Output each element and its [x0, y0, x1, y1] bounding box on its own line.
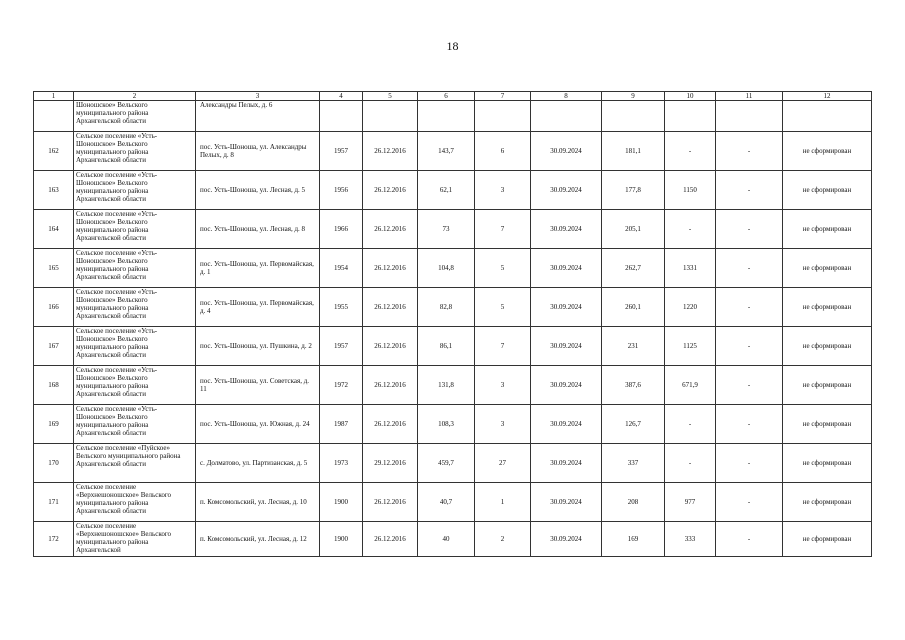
- col10-cell: 1220: [665, 288, 716, 327]
- col9-cell: 208: [602, 483, 665, 522]
- year-cell: 1973: [320, 444, 363, 483]
- col10-cell: 977: [665, 483, 716, 522]
- area-cell: 459,7: [418, 444, 475, 483]
- year-cell: [320, 101, 363, 132]
- col11-cell: -: [716, 249, 783, 288]
- address-cell: п. Комсомольский, ул. Лесная, д. 12: [196, 522, 320, 557]
- year-cell: 1957: [320, 132, 363, 171]
- table-row: [34, 249, 872, 288]
- address-cell: пос. Усть-Шоноша, ул. Первомайская, д. 4: [196, 288, 320, 327]
- row-number-cell: 171: [34, 483, 74, 522]
- row-number-cell: 163: [34, 171, 74, 210]
- column-header-2: 2: [74, 92, 196, 101]
- deadline-cell: 30.09.2024: [531, 210, 602, 249]
- year-cell: 1954: [320, 249, 363, 288]
- col9-cell: 337: [602, 444, 665, 483]
- residents-cell: 5: [475, 288, 531, 327]
- col9-cell: 177,8: [602, 171, 665, 210]
- col9-cell: 126,7: [602, 405, 665, 444]
- table-header: [34, 92, 872, 101]
- col11-cell: -: [716, 288, 783, 327]
- date-cell: 26.12.2016: [363, 288, 418, 327]
- residents-cell: 3: [475, 366, 531, 405]
- table-body: [34, 101, 872, 557]
- status-cell: не сформирован: [783, 249, 872, 288]
- area-cell: 104,8: [418, 249, 475, 288]
- area-cell: 108,3: [418, 405, 475, 444]
- deadline-cell: 30.09.2024: [531, 444, 602, 483]
- area-cell: 73: [418, 210, 475, 249]
- address-cell: пос. Усть-Шоноша, ул. Южная, д. 24: [196, 405, 320, 444]
- column-header-3: 3: [196, 92, 320, 101]
- table-row: [34, 444, 872, 483]
- status-cell: не сформирован: [783, 522, 872, 557]
- area-cell: 40,7: [418, 483, 475, 522]
- status-cell: не сформирован: [783, 483, 872, 522]
- table-row: [34, 483, 872, 522]
- col9-cell: 262,7: [602, 249, 665, 288]
- date-cell: 26.12.2016: [363, 132, 418, 171]
- col10-cell: -: [665, 132, 716, 171]
- settlement-cell: Сельское поселение «Усть-Шоношское» Вельского муниципального района Архангельской области: [74, 249, 196, 288]
- row-number-cell: 168: [34, 366, 74, 405]
- address-cell: пос. Усть-Шоноша, ул. Лесная, д. 8: [196, 210, 320, 249]
- status-cell: [783, 101, 872, 132]
- area-cell: 131,8: [418, 366, 475, 405]
- area-cell: 62,1: [418, 171, 475, 210]
- col10-cell: 1125: [665, 327, 716, 366]
- table-row: [34, 327, 872, 366]
- residents-cell: [475, 101, 531, 132]
- deadline-cell: [531, 101, 602, 132]
- column-header-11: 11: [716, 92, 783, 101]
- deadline-cell: 30.09.2024: [531, 483, 602, 522]
- row-number-cell: 162: [34, 132, 74, 171]
- year-cell: 1966: [320, 210, 363, 249]
- deadline-cell: 30.09.2024: [531, 249, 602, 288]
- column-header-7: 7: [475, 92, 531, 101]
- col10-cell: 333: [665, 522, 716, 557]
- row-number-cell: 167: [34, 327, 74, 366]
- settlement-cell: Сельское поселение «Усть-Шоношское» Вельского муниципального района Архангельской области: [74, 366, 196, 405]
- date-cell: 26.12.2016: [363, 327, 418, 366]
- area-cell: 143,7: [418, 132, 475, 171]
- row-number-cell: 165: [34, 249, 74, 288]
- table-row: [34, 366, 872, 405]
- year-cell: 1900: [320, 483, 363, 522]
- status-cell: не сформирован: [783, 171, 872, 210]
- deadline-cell: 30.09.2024: [531, 132, 602, 171]
- date-cell: 26.12.2016: [363, 522, 418, 557]
- column-header-10: 10: [665, 92, 716, 101]
- address-cell: пос. Усть-Шоноша, ул. Лесная, д. 5: [196, 171, 320, 210]
- table-row: [34, 210, 872, 249]
- year-cell: 1956: [320, 171, 363, 210]
- area-cell: 82,8: [418, 288, 475, 327]
- date-cell: [363, 101, 418, 132]
- settlement-cell: Сельское поселение «Верхнешоношское» Вельского муниципального района Архангельской: [74, 522, 196, 557]
- residents-cell: 7: [475, 210, 531, 249]
- deadline-cell: 30.09.2024: [531, 405, 602, 444]
- residents-cell: 6: [475, 132, 531, 171]
- year-cell: 1900: [320, 522, 363, 557]
- header-row: [34, 92, 872, 101]
- table-row: [34, 522, 872, 557]
- row-number-cell: [34, 101, 74, 132]
- table-row: [34, 132, 872, 171]
- settlement-cell: Сельское поселение «Пуйское» Вельского муниципального района Архангельской области: [74, 444, 196, 483]
- date-cell: 26.12.2016: [363, 366, 418, 405]
- col10-cell: -: [665, 444, 716, 483]
- status-cell: не сформирован: [783, 444, 872, 483]
- year-cell: 1972: [320, 366, 363, 405]
- col10-cell: -: [665, 210, 716, 249]
- col11-cell: [716, 101, 783, 132]
- col11-cell: -: [716, 171, 783, 210]
- address-cell: п. Комсомольский, ул. Лесная, д. 10: [196, 483, 320, 522]
- settlement-cell: Сельское поселение «Усть-Шоношское» Вельского муниципального района Архангельской области: [74, 210, 196, 249]
- col9-cell: 260,1: [602, 288, 665, 327]
- area-cell: 86,1: [418, 327, 475, 366]
- col11-cell: -: [716, 522, 783, 557]
- residents-cell: 2: [475, 522, 531, 557]
- residents-cell: 7: [475, 327, 531, 366]
- table-row: [34, 171, 872, 210]
- settlement-cell: Сельское поселение «Верхнешоношское» Вельского муниципального района Архангельской области: [74, 483, 196, 522]
- status-cell: не сформирован: [783, 366, 872, 405]
- status-cell: не сформирован: [783, 132, 872, 171]
- area-cell: 40: [418, 522, 475, 557]
- column-header-9: 9: [602, 92, 665, 101]
- col10-cell: 1331: [665, 249, 716, 288]
- settlement-cell: Шоношское» Вельского муниципального района Архангельской области: [74, 101, 196, 132]
- residents-cell: 3: [475, 171, 531, 210]
- row-number-cell: 164: [34, 210, 74, 249]
- col11-cell: -: [716, 366, 783, 405]
- col9-cell: 181,1: [602, 132, 665, 171]
- col11-cell: -: [716, 132, 783, 171]
- col11-cell: -: [716, 327, 783, 366]
- column-header-1: 1: [34, 92, 74, 101]
- date-cell: 26.12.2016: [363, 405, 418, 444]
- col9-cell: [602, 101, 665, 132]
- col11-cell: -: [716, 483, 783, 522]
- settlement-cell: Сельское поселение «Усть-Шоношское» Вельского муниципального района Архангельской области: [74, 405, 196, 444]
- date-cell: 26.12.2016: [363, 171, 418, 210]
- settlement-cell: Сельское поселение «Усть-Шоношское» Вельского муниципального района Архангельской области: [74, 171, 196, 210]
- address-cell: с. Долматово, ул. Партизанская, д. 5: [196, 444, 320, 483]
- residents-cell: 1: [475, 483, 531, 522]
- col9-cell: 231: [602, 327, 665, 366]
- col10-cell: 1150: [665, 171, 716, 210]
- settlement-cell: Сельское поселение «Усть-Шоношское» Вельского муниципального района Архангельской области: [74, 327, 196, 366]
- residents-cell: 3: [475, 405, 531, 444]
- status-cell: не сформирован: [783, 288, 872, 327]
- col10-cell: [665, 101, 716, 132]
- settlement-cell: Сельское поселение «Усть-Шоношское» Вельского муниципального района Архангельской области: [74, 132, 196, 171]
- year-cell: 1955: [320, 288, 363, 327]
- column-header-6: 6: [418, 92, 475, 101]
- year-cell: 1987: [320, 405, 363, 444]
- status-cell: не сформирован: [783, 327, 872, 366]
- row-number-cell: 170: [34, 444, 74, 483]
- address-cell: Александры Пелых, д. 6: [196, 101, 320, 132]
- deadline-cell: 30.09.2024: [531, 522, 602, 557]
- column-header-5: 5: [363, 92, 418, 101]
- settlement-cell: Сельское поселение «Усть-Шоношское» Вельского муниципального района Архангельской области: [74, 288, 196, 327]
- area-cell: [418, 101, 475, 132]
- date-cell: 29.12.2016: [363, 444, 418, 483]
- status-cell: не сформирован: [783, 210, 872, 249]
- deadline-cell: 30.09.2024: [531, 288, 602, 327]
- date-cell: 26.12.2016: [363, 210, 418, 249]
- column-header-8: 8: [531, 92, 602, 101]
- address-cell: пос. Усть-Шоноша, ул. Советская, д. 11: [196, 366, 320, 405]
- table-row: [34, 405, 872, 444]
- col9-cell: 387,6: [602, 366, 665, 405]
- col10-cell: 671,9: [665, 366, 716, 405]
- continuation-row: [34, 101, 872, 132]
- col9-cell: 169: [602, 522, 665, 557]
- date-cell: 26.12.2016: [363, 249, 418, 288]
- year-cell: 1957: [320, 327, 363, 366]
- date-cell: 26.12.2016: [363, 483, 418, 522]
- col10-cell: -: [665, 405, 716, 444]
- row-number-cell: 172: [34, 522, 74, 557]
- column-header-12: 12: [783, 92, 872, 101]
- column-header-4: 4: [320, 92, 363, 101]
- col9-cell: 205,1: [602, 210, 665, 249]
- residents-cell: 27: [475, 444, 531, 483]
- col11-cell: -: [716, 444, 783, 483]
- row-number-cell: 166: [34, 288, 74, 327]
- address-cell: пос. Усть-Шоноша, ул. Первомайская, д. 1: [196, 249, 320, 288]
- col11-cell: -: [716, 405, 783, 444]
- deadline-cell: 30.09.2024: [531, 327, 602, 366]
- address-cell: пос. Усть-Шоноша, ул. Пушкина, д. 2: [196, 327, 320, 366]
- status-cell: не сформирован: [783, 405, 872, 444]
- residents-cell: 5: [475, 249, 531, 288]
- deadline-cell: 30.09.2024: [531, 366, 602, 405]
- table-row: [34, 288, 872, 327]
- deadline-cell: 30.09.2024: [531, 171, 602, 210]
- housing-registry-table: [33, 91, 872, 557]
- address-cell: пос. Усть-Шоноша, ул. Александры Пелых, д. 8: [196, 132, 320, 171]
- page-number: 18: [446, 39, 459, 53]
- col11-cell: -: [716, 210, 783, 249]
- row-number-cell: 169: [34, 405, 74, 444]
